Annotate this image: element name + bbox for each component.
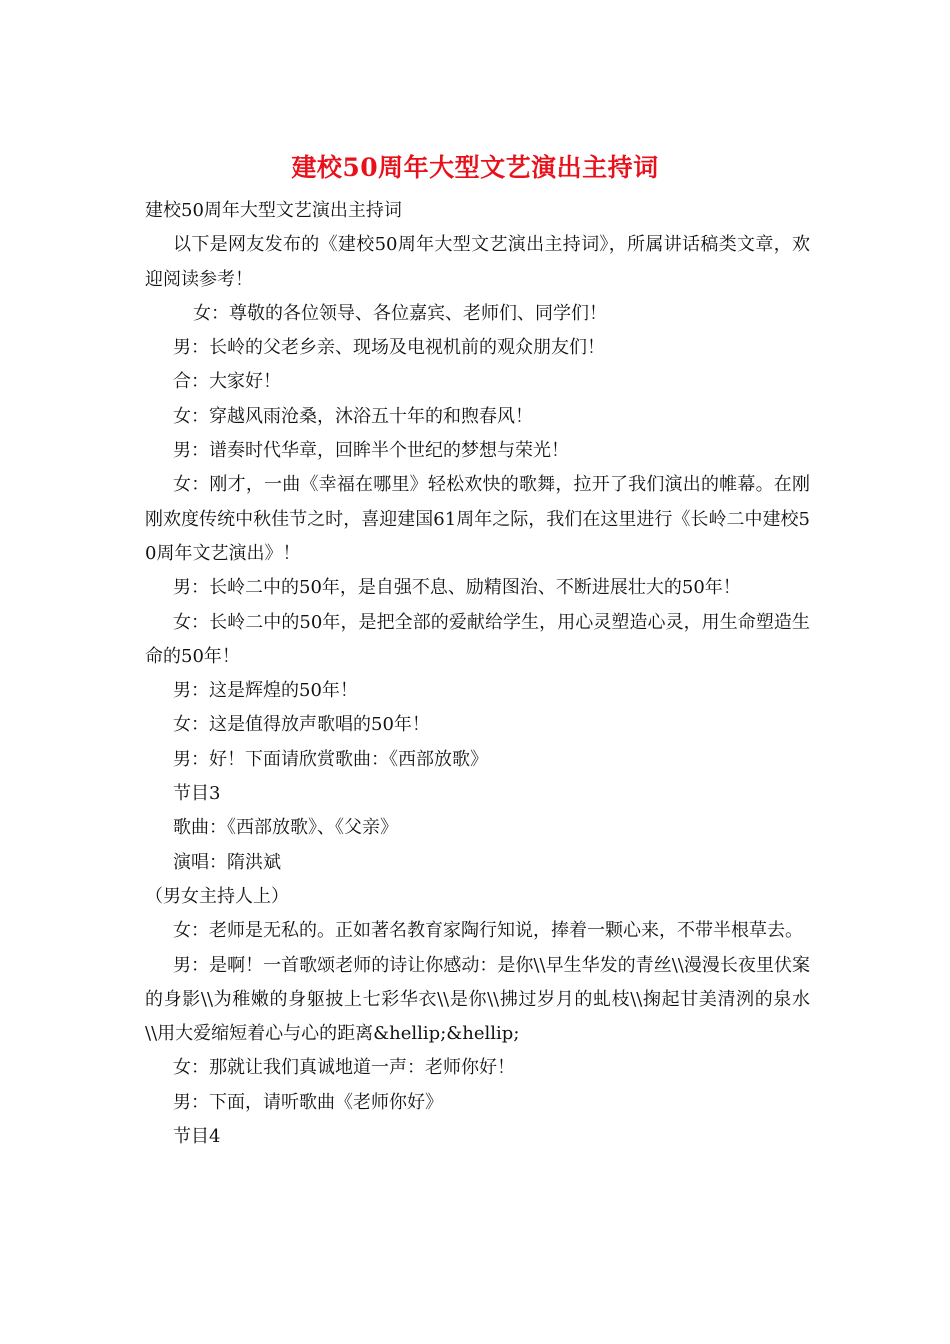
paragraph-line: 女：长岭二中的50年，是把全部的爱献给学生，用心灵塑造心灵，用生命塑造生命的50年！ bbox=[145, 611, 810, 667]
paragraph-subtitle: 建校50周年大型文艺演出主持词 bbox=[145, 200, 402, 221]
paragraph-line: 男：好！下面请欣赏歌曲：《西部放歌》 bbox=[173, 748, 488, 770]
document-title: 建校50周年大型文艺演出主持词 bbox=[291, 153, 659, 182]
paragraph-line: 女：老师是无私的。正如著名教育家陶行知说，捧着一颗心来，不带半根草去。 bbox=[173, 920, 803, 942]
paragraph-line: 歌曲：《西部放歌》、《父亲》 bbox=[173, 817, 398, 839]
paragraph-line: 男：下面，请听歌曲《老师你好》 bbox=[173, 1091, 443, 1113]
paragraph-line: 节目4 bbox=[173, 1126, 221, 1148]
paragraph-line: 男：是啊！一首歌颂老师的诗让你感动：是你\\早生华发的青丝\\漫漫长夜里伏案的身影\\为稚嫩的身躯披上七彩华衣\\是你\\拂过岁月的虬枝\\掬起甘美清洌的泉水\\用大爱缩短着心与心的距离&hellip;&hellip; bbox=[145, 954, 810, 1045]
paragraph-line: 女：那就让我们真诚地道一声：老师你好！ bbox=[173, 1057, 515, 1079]
paragraph-line: 男：长岭的父老乡亲、现场及电视机前的观众朋友们！ bbox=[173, 337, 605, 359]
paragraph-line: 男：谱奏时代华章，回眸半个世纪的梦想与荣光！ bbox=[173, 440, 569, 462]
paragraph-intro: 以下是网友发布的《建校50周年大型文艺演出主持词》，所属讲话稿类文章，欢迎阅读参考！ bbox=[145, 234, 810, 290]
paragraph-line: 节目3 bbox=[173, 783, 221, 805]
document-body bbox=[145, 194, 810, 1154]
paragraph-line: 演唱：隋洪斌 bbox=[173, 851, 281, 873]
paragraph-line: 女：刚才，一曲《幸福在哪里》轻松欢快的歌舞，拉开了我们演出的帷幕。在刚刚欢度传统中秋佳节之时，喜迎建国61周年之际，我们在这里进行《长岭二中建校50周年文艺演出》！ bbox=[145, 474, 810, 564]
paragraph-line: 男：这是辉煌的50年！ bbox=[173, 680, 358, 702]
paragraph-line: 女：这是值得放声歌唱的50年！ bbox=[173, 714, 430, 736]
paragraph-line: 合：大家好！ bbox=[173, 371, 281, 393]
paragraph-line: （男女主持人上） bbox=[145, 885, 289, 907]
paragraph-line: 男：长岭二中的50年，是自强不息、励精图治、不断进展壮大的50年！ bbox=[173, 577, 741, 599]
paragraph-line: 女：穿越风雨沧桑，沐浴五十年的和煦春风！ bbox=[173, 405, 533, 427]
paragraph-line: 女：尊敬的各位领导、各位嘉宾、老师们、同学们！ bbox=[193, 302, 607, 324]
